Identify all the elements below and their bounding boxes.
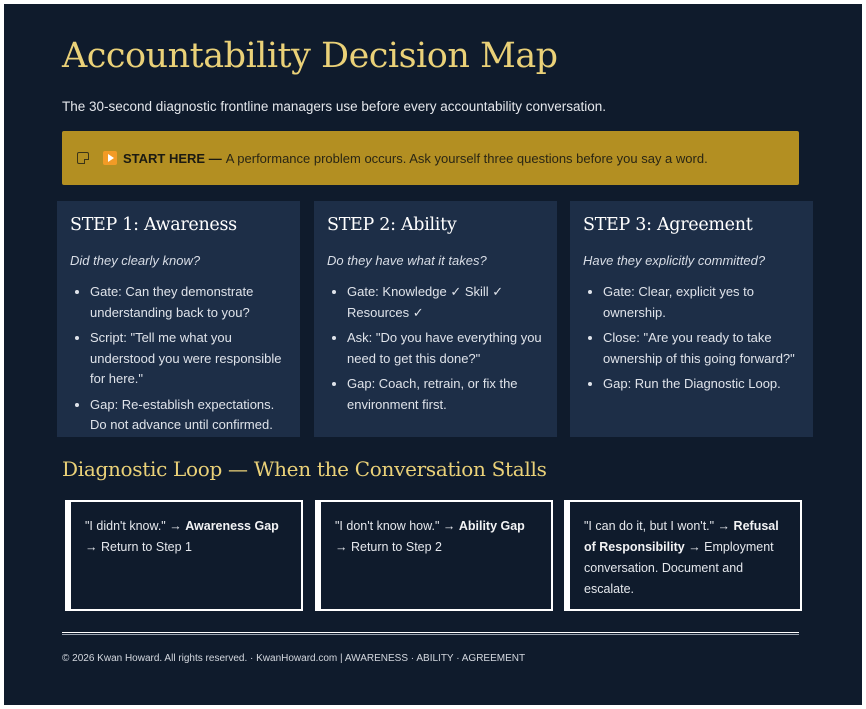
list-item: • Close: "Are you ready to take ownership of this going forward?" — [603, 328, 799, 369]
list-item: • Ask: "Do you have everything you need to get this done?" — [347, 328, 543, 369]
play-icon — [103, 151, 117, 165]
loop-card-awareness — [65, 500, 303, 611]
page-subtitle: The 30-second diagnostic frontline managers use before every accountability conversation. — [62, 99, 607, 114]
step-question: Did they clearly know? — [70, 253, 201, 268]
list-item: • Gate: Clear, explicit yes to ownership. — [603, 282, 799, 323]
loop-quote: "I don't know how." → — [335, 519, 456, 533]
loop-action: → Return to Step 2 — [335, 540, 443, 554]
step-title: STEP 1: Awareness — [70, 215, 237, 235]
loop-gap: Awareness Gap — [185, 519, 279, 533]
loop-gap: Refusal of Responsibility — [584, 519, 779, 554]
list-item: • Gap: Run the Diagnostic Loop. — [603, 374, 799, 395]
list-item: • Script: "Tell me what you understood you were responsible for here." — [90, 328, 286, 390]
step-title: STEP 3: Agreement — [583, 215, 753, 235]
footer-text: © 2026 Kwan Howard. All rights reserved. · KwanHoward.com | AWARENESS · ABILITY · AGREEMENT — [62, 653, 526, 664]
loop-quote: "I didn't know." → — [85, 519, 182, 533]
step-card-ability — [314, 201, 557, 437]
footer-divider — [62, 632, 799, 633]
loop-action: → Employment conversation. Document and escalate. — [584, 540, 774, 596]
list-item: • Gate: Can they demonstrate understanding back to you? — [90, 282, 286, 323]
loop-card-ability — [315, 500, 553, 611]
list-item: • Gap: Coach, retrain, or fix the environment first. — [347, 374, 543, 415]
loop-action: → Return to Step 1 — [85, 540, 193, 554]
step-question: Do they have what it takes? — [327, 253, 487, 268]
step-question: Have they explicitly committed? — [583, 253, 766, 268]
page-title: Accountability Decision Map — [62, 36, 558, 76]
note-icon — [77, 152, 89, 164]
step-list — [583, 282, 799, 395]
step-list — [327, 282, 543, 415]
loop-gap: Ability Gap — [458, 519, 525, 533]
start-here-label: START HERE — — [123, 150, 222, 166]
step-title: STEP 2: Ability — [327, 215, 457, 235]
list-item: • Gate: Knowledge ✓ Skill ✓ Resources ✓ — [347, 282, 543, 323]
start-here-banner — [62, 131, 799, 185]
loop-quote: "I can do it, but I won't." → — [584, 519, 731, 533]
list-item: • Gap: Re-establish expectations. Do not advance until confirmed. — [90, 395, 286, 436]
step-card-agreement — [570, 201, 813, 437]
start-here-text: A performance problem occurs. Ask yourself three questions before you say a word. — [225, 150, 708, 166]
step-list — [70, 282, 286, 436]
step-card-awareness — [57, 201, 300, 437]
diagnostic-loop-title: Diagnostic Loop — When the Conversation Stalls — [62, 457, 547, 481]
loop-card-refusal — [564, 500, 802, 611]
